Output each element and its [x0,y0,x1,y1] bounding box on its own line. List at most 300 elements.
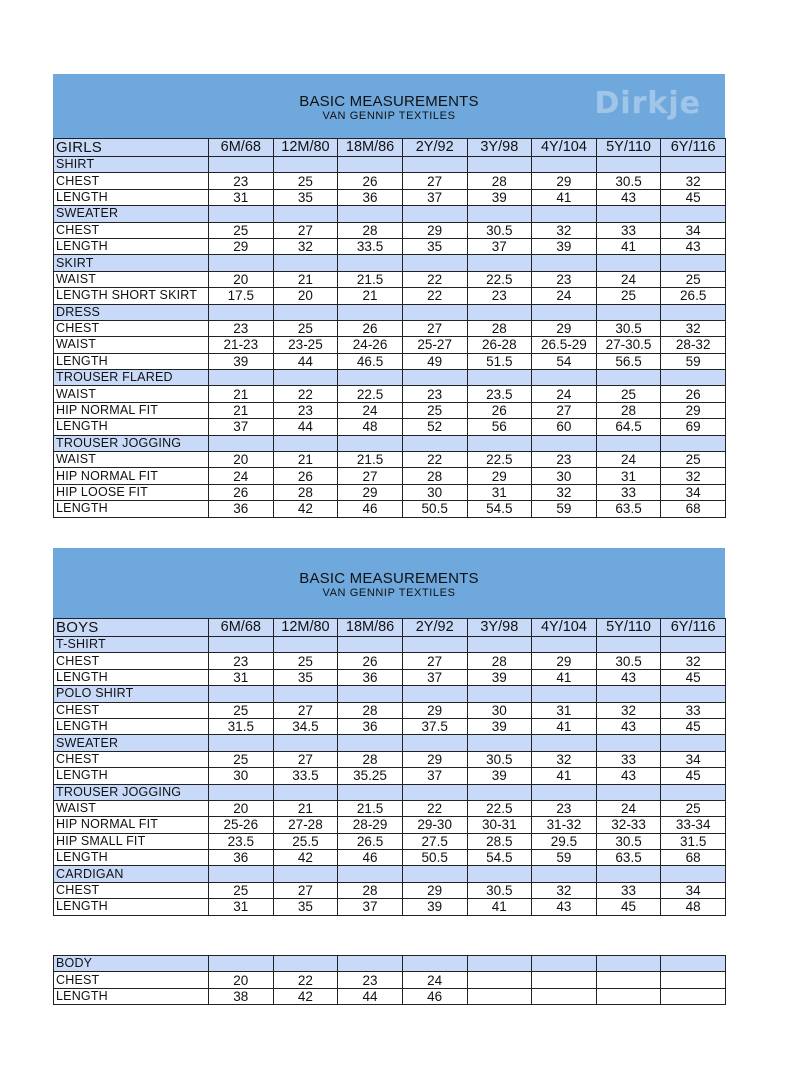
measurement-value: 59 [532,850,597,866]
measurement-value: 37 [402,768,467,784]
category-row [54,370,726,386]
table-row [54,899,726,915]
measurement-label: LENGTH [54,419,209,435]
category-blank-cell [532,435,597,451]
category-blank-cell [596,784,661,800]
measurement-value: 44 [273,353,338,369]
measurement-value: 21 [273,800,338,816]
measurement-value: 29 [661,402,726,418]
category-blank-cell [467,255,532,271]
category-blank-cell [532,866,597,882]
measurement-value: 30.5 [596,653,661,669]
measurement-label: LENGTH [54,850,209,866]
measurement-label: HIP NORMAL FIT [54,468,209,484]
category-blank-cell [596,157,661,173]
group-label: BOYS [54,619,209,637]
category-blank-cell [467,784,532,800]
category-blank-cell [596,686,661,702]
measurement-value: 35 [273,189,338,205]
measurement-value: 20 [209,800,274,816]
measurement-label: LENGTH [54,353,209,369]
category-label: SHIRT [54,157,209,173]
measurement-value: 26 [209,484,274,500]
table-row [54,452,726,468]
category-blank-cell [402,255,467,271]
measurement-value: 34 [661,882,726,898]
measurement-value: 45 [661,718,726,734]
category-blank-cell [273,784,338,800]
category-blank-cell [402,686,467,702]
measurement-value: 30.5 [596,833,661,849]
category-label: TROUSER FLARED [54,370,209,386]
measurement-label: CHEST [54,653,209,669]
category-blank-cell [402,157,467,173]
boys-subtitle: VAN GENNIP TEXTILES [322,587,456,599]
measurement-value: 68 [661,501,726,517]
category-blank-cell [338,686,403,702]
measurement-value: 22.5 [467,271,532,287]
measurement-value: 39 [467,189,532,205]
measurement-value: 25 [596,288,661,304]
measurement-value: 33.5 [273,768,338,784]
category-blank-cell [273,735,338,751]
measurement-value: 41 [596,238,661,254]
measurement-value: 30.5 [467,882,532,898]
measurement-value: 29.5 [532,833,597,849]
category-blank-cell [532,370,597,386]
category-blank-cell [338,157,403,173]
measurement-value: 34 [661,751,726,767]
measurement-value: 27 [532,402,597,418]
measurement-value: 28 [467,653,532,669]
category-blank-cell [338,956,403,972]
measurement-value: 23 [532,800,597,816]
table-row [54,468,726,484]
measurement-value: 45 [596,899,661,915]
category-blank-cell [338,370,403,386]
measurement-value: 25-26 [209,817,274,833]
size-header-cell: 3Y/98 [467,619,532,637]
measurement-value: 25 [661,800,726,816]
measurement-value: 26 [338,320,403,336]
measurement-value: 31 [209,899,274,915]
category-blank-cell [467,866,532,882]
measurement-value: 27 [338,468,403,484]
measurement-value: 26 [338,173,403,189]
measurement-value: 41 [532,718,597,734]
size-header-cell: 4Y/104 [532,139,597,157]
measurement-value: 36 [209,850,274,866]
measurement-value: 46 [402,988,467,1004]
measurement-value: 39 [467,768,532,784]
measurement-value [596,988,661,1004]
measurement-value: 33 [596,882,661,898]
measurement-value [661,972,726,988]
measurement-value: 27 [273,222,338,238]
category-label: TROUSER JOGGING [54,784,209,800]
measurement-label: WAIST [54,386,209,402]
category-blank-cell [273,637,338,653]
measurement-value: 24 [596,452,661,468]
table-row [54,653,726,669]
size-header-cell: 5Y/110 [596,619,661,637]
category-blank-cell [209,157,274,173]
measurement-value: 49 [402,353,467,369]
category-blank-cell [661,370,726,386]
table-row [54,337,726,353]
measurement-value: 28 [338,222,403,238]
measurement-value: 43 [532,899,597,915]
table-row [54,669,726,685]
category-blank-cell [209,686,274,702]
category-blank-cell [532,255,597,271]
measurement-value: 17.5 [209,288,274,304]
measurement-value: 24 [596,271,661,287]
category-label: DRESS [54,304,209,320]
measurement-value [467,988,532,1004]
measurement-value: 36 [338,189,403,205]
measurement-label: CHEST [54,173,209,189]
measurement-value: 30.5 [467,751,532,767]
size-header-row [54,619,726,637]
measurement-value: 31 [596,468,661,484]
measurement-value: 25 [209,702,274,718]
measurement-value: 24 [532,386,597,402]
category-blank-cell [467,956,532,972]
measurement-value: 24 [532,288,597,304]
dirkje-logo: Dirkje [594,86,701,121]
measurement-value: 34.5 [273,718,338,734]
measurement-label: HIP NORMAL FIT [54,817,209,833]
measurement-value: 28 [338,882,403,898]
measurement-value: 44 [338,988,403,1004]
measurement-value: 36 [338,718,403,734]
measurement-value: 28 [402,468,467,484]
measurement-value: 45 [661,768,726,784]
measurement-value: 28 [596,402,661,418]
measurement-label: WAIST [54,271,209,287]
measurement-value: 48 [661,899,726,915]
measurement-value: 25 [661,271,726,287]
measurement-value: 32 [596,702,661,718]
category-blank-cell [338,304,403,320]
category-blank-cell [209,784,274,800]
measurement-value: 42 [273,988,338,1004]
measurement-value: 26.5 [338,833,403,849]
measurement-value: 20 [209,452,274,468]
measurement-value: 22 [402,271,467,287]
measurement-value: 36 [338,669,403,685]
measurement-value: 21.5 [338,452,403,468]
measurement-label: CHEST [54,702,209,718]
table-row [54,718,726,734]
table-row [54,702,726,718]
measurement-value: 23 [532,271,597,287]
measurement-value: 28 [467,173,532,189]
measurement-value: 41 [467,899,532,915]
category-blank-cell [661,255,726,271]
measurement-value: 23 [532,452,597,468]
category-blank-cell [209,637,274,653]
measurement-value: 28 [273,484,338,500]
measurement-value: 48 [338,419,403,435]
category-blank-cell [532,304,597,320]
measurement-value: 59 [532,501,597,517]
category-blank-cell [273,686,338,702]
category-blank-cell [596,255,661,271]
measurement-value: 45 [661,189,726,205]
size-header-cell: 12M/80 [273,619,338,637]
measurement-value: 24 [209,468,274,484]
measurement-value: 25 [273,653,338,669]
measurement-value: 22 [273,386,338,402]
measurement-value: 29 [402,222,467,238]
measurement-value: 25 [661,452,726,468]
category-label: T-SHIRT [54,637,209,653]
size-header-cell: 6Y/116 [661,139,726,157]
measurement-label: LENGTH [54,189,209,205]
measurement-value: 31.5 [661,833,726,849]
measurement-value: 24-26 [338,337,403,353]
category-blank-cell [661,686,726,702]
measurement-value: 25.5 [273,833,338,849]
category-blank-cell [209,304,274,320]
measurement-value: 22 [402,800,467,816]
category-blank-cell [467,735,532,751]
measurement-value: 29 [209,238,274,254]
measurement-value: 41 [532,768,597,784]
measurement-value: 29 [338,484,403,500]
measurement-value: 23 [273,402,338,418]
measurement-value: 26-28 [467,337,532,353]
measurement-value: 25 [273,173,338,189]
measurement-value: 27 [273,882,338,898]
measurement-value: 22 [273,972,338,988]
measurement-value: 23 [402,386,467,402]
measurement-value: 37 [402,669,467,685]
measurement-value [467,972,532,988]
measurement-value: 46.5 [338,353,403,369]
measurement-label: WAIST [54,337,209,353]
measurement-value: 32 [532,222,597,238]
category-blank-cell [209,956,274,972]
measurement-value: 23 [209,173,274,189]
measurement-value: 21-23 [209,337,274,353]
measurement-label: CHEST [54,751,209,767]
category-row [54,784,726,800]
measurement-value: 33 [596,222,661,238]
category-blank-cell [402,735,467,751]
measurement-value: 46 [338,501,403,517]
measurement-value: 30 [209,768,274,784]
measurement-value: 60 [532,419,597,435]
measurement-value: 32 [661,468,726,484]
category-row [54,956,726,972]
category-blank-cell [532,206,597,222]
measurement-value: 26 [338,653,403,669]
measurement-value: 39 [532,238,597,254]
measurement-value: 25 [209,882,274,898]
measurement-value: 21 [273,271,338,287]
category-blank-cell [273,435,338,451]
measurement-value: 23-25 [273,337,338,353]
measurement-value: 22.5 [467,452,532,468]
size-header-cell: 18M/86 [338,619,403,637]
category-row [54,735,726,751]
measurement-value: 46 [338,850,403,866]
category-blank-cell [661,435,726,451]
table-row [54,817,726,833]
measurement-value: 39 [402,899,467,915]
category-blank-cell [273,370,338,386]
measurement-label: HIP NORMAL FIT [54,402,209,418]
measurement-value: 27-30.5 [596,337,661,353]
measurement-label: CHEST [54,972,209,988]
measurement-value: 43 [596,669,661,685]
table-row [54,501,726,517]
measurement-value: 39 [209,353,274,369]
measurement-value: 42 [273,501,338,517]
size-header-cell: 2Y/92 [402,139,467,157]
measurement-value: 63.5 [596,850,661,866]
table-row [54,882,726,898]
measurement-value: 54.5 [467,850,532,866]
measurement-value: 33 [596,751,661,767]
girls-measurement-table [53,138,726,518]
measurement-value: 21 [209,386,274,402]
category-blank-cell [273,255,338,271]
boys-header [53,548,725,618]
category-blank-cell [661,735,726,751]
category-blank-cell [273,157,338,173]
measurement-value: 41 [532,669,597,685]
measurement-value: 23 [338,972,403,988]
measurement-value: 28 [338,702,403,718]
measurement-value: 30-31 [467,817,532,833]
measurement-value [596,972,661,988]
measurement-value: 36 [209,501,274,517]
girls-subtitle: VAN GENNIP TEXTILES [322,110,456,122]
measurement-value: 23 [209,320,274,336]
measurement-label: WAIST [54,800,209,816]
measurement-label: LENGTH [54,768,209,784]
category-blank-cell [402,637,467,653]
category-label: TROUSER JOGGING [54,435,209,451]
table-row [54,288,726,304]
boys-measurement-table [53,618,726,916]
category-blank-cell [402,370,467,386]
category-blank-cell [532,784,597,800]
category-blank-cell [661,956,726,972]
category-blank-cell [467,370,532,386]
table-row [54,353,726,369]
measurement-value: 23.5 [209,833,274,849]
size-header-cell: 6M/68 [209,619,274,637]
measurement-value: 28 [338,751,403,767]
body-measurement-table [53,955,726,1005]
measurement-value: 27 [402,653,467,669]
category-blank-cell [338,206,403,222]
measurement-value: 31-32 [532,817,597,833]
category-blank-cell [402,206,467,222]
measurement-label: LENGTH [54,899,209,915]
category-blank-cell [209,866,274,882]
category-blank-cell [661,157,726,173]
measurement-value: 22.5 [467,800,532,816]
category-blank-cell [661,784,726,800]
table-row [54,320,726,336]
measurement-value: 26.5-29 [532,337,597,353]
size-header-cell: 3Y/98 [467,139,532,157]
measurement-value: 28-32 [661,337,726,353]
category-label: SWEATER [54,735,209,751]
category-blank-cell [209,370,274,386]
measurement-value: 63.5 [596,501,661,517]
measurement-value: 56.5 [596,353,661,369]
measurement-value: 25 [596,386,661,402]
measurement-value: 44 [273,419,338,435]
measurement-value: 35 [273,899,338,915]
measurement-label: CHEST [54,222,209,238]
category-blank-cell [467,435,532,451]
measurement-value: 30 [467,702,532,718]
measurement-value: 30 [532,468,597,484]
table-row [54,238,726,254]
measurement-value: 68 [661,850,726,866]
measurement-value: 29 [402,751,467,767]
table-row [54,386,726,402]
measurement-value: 27-28 [273,817,338,833]
table-row [54,419,726,435]
measurement-value: 30 [402,484,467,500]
measurement-value: 59 [661,353,726,369]
category-label: BODY [54,956,209,972]
measurement-value: 33.5 [338,238,403,254]
measurement-value: 25 [273,320,338,336]
category-blank-cell [596,206,661,222]
measurement-label: WAIST [54,452,209,468]
category-row [54,435,726,451]
measurement-value: 21 [338,288,403,304]
measurement-value: 31.5 [209,718,274,734]
category-blank-cell [596,637,661,653]
measurement-value: 56 [467,419,532,435]
table-row [54,189,726,205]
category-blank-cell [467,206,532,222]
measurement-value: 31 [209,669,274,685]
measurement-value: 22 [402,452,467,468]
category-blank-cell [532,686,597,702]
measurement-value: 43 [596,718,661,734]
measurement-value [532,988,597,1004]
category-row [54,866,726,882]
category-blank-cell [467,157,532,173]
measurement-value: 29-30 [402,817,467,833]
category-blank-cell [596,735,661,751]
measurement-value: 23 [467,288,532,304]
measurement-value: 33 [596,484,661,500]
measurement-value: 25 [209,222,274,238]
category-blank-cell [273,304,338,320]
measurement-value: 32 [532,484,597,500]
category-blank-cell [661,866,726,882]
table-row [54,972,726,988]
size-header-cell: 12M/80 [273,139,338,157]
measurement-value: 20 [273,288,338,304]
measurement-value: 29 [402,702,467,718]
measurement-value: 39 [467,718,532,734]
measurement-value: 54.5 [467,501,532,517]
